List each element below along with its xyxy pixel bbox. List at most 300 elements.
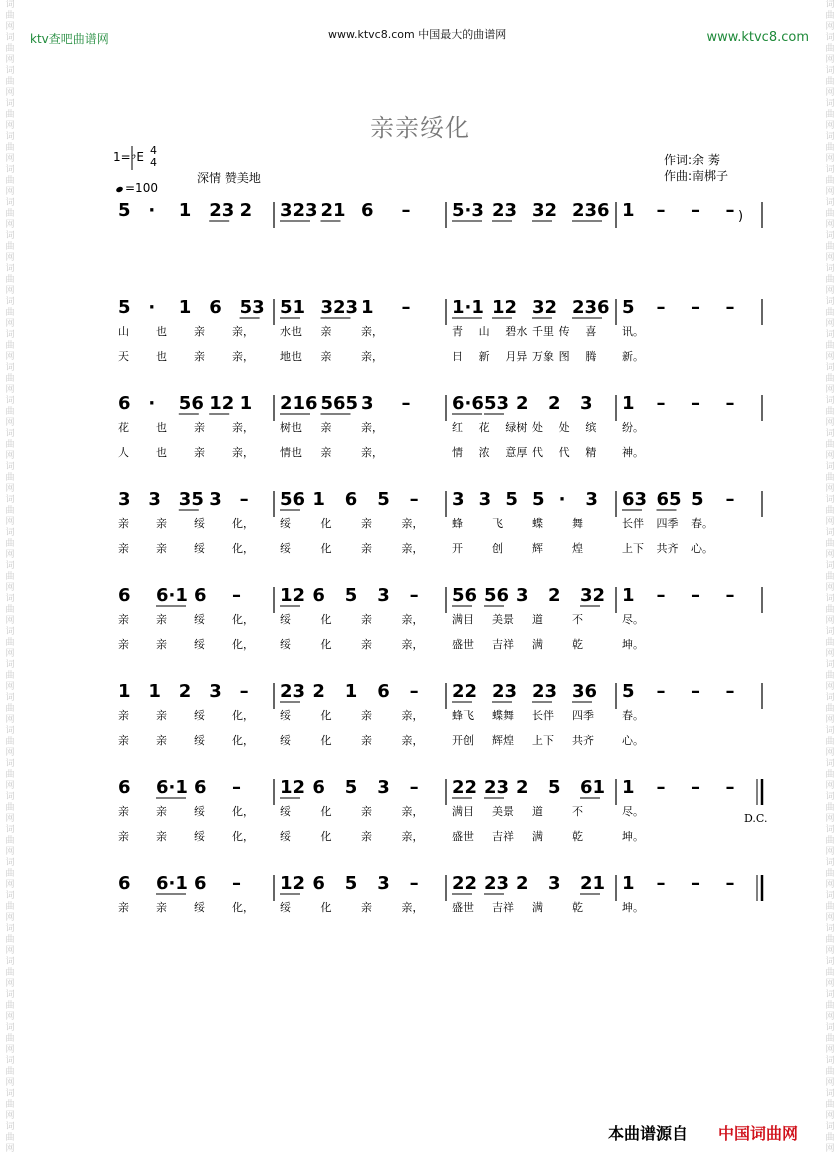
- lyric-syllable: 化: [320, 613, 332, 626]
- time-bottom: 4: [150, 156, 157, 169]
- dash-sustain: –: [691, 393, 700, 414]
- note-group: 6·1: [156, 777, 188, 798]
- lyric-syllable: 化，: [232, 901, 254, 914]
- note-group: 2: [548, 585, 561, 606]
- lyric-syllable: 盛世: [452, 830, 474, 843]
- note-group: 2: [239, 200, 253, 221]
- lyric-syllable: 蝶: [532, 517, 543, 530]
- lyric-syllable: 绥: [194, 638, 205, 651]
- note-group: 3: [209, 489, 222, 510]
- song-title: 亲亲绥化: [370, 114, 470, 142]
- lyric-syllable: 蜂飞: [452, 709, 474, 722]
- lyric-syllable: 绥: [280, 901, 291, 914]
- note-group: 5·3: [452, 200, 484, 221]
- note-group: 5: [118, 200, 131, 221]
- note-group: 53: [484, 393, 510, 414]
- note-group: 6: [344, 489, 358, 510]
- note-group: 6: [209, 297, 222, 318]
- lyric-syllable: 花: [118, 421, 129, 434]
- note-group: 21: [580, 873, 606, 894]
- lyric-syllable: 天: [118, 350, 129, 363]
- lyric-syllable: 长伴: [532, 709, 554, 722]
- note-group: 2: [516, 873, 529, 894]
- lyric-syllable: 传: [558, 325, 570, 338]
- dash-sustain: –: [656, 873, 666, 894]
- lyric-syllable: 满: [532, 830, 543, 843]
- note-group: 5: [548, 777, 561, 798]
- lyric-syllable: 满: [532, 901, 543, 914]
- lyric-syllable: 亲，: [361, 446, 383, 459]
- lyric-syllable: 亲: [361, 734, 372, 747]
- lyric-syllable: 蝶舞: [492, 709, 514, 722]
- note-group: ·: [558, 489, 566, 510]
- lyric-syllable: 共齐: [656, 542, 679, 555]
- lyric-syllable: 日: [452, 350, 463, 363]
- dash-sustain: –: [725, 297, 735, 318]
- lyric-syllable: 浓: [478, 446, 490, 459]
- note-group: 216: [280, 393, 318, 414]
- lyric-syllable: 长伴: [622, 517, 644, 530]
- lyric-syllable: 亲: [361, 830, 372, 843]
- lyric-syllable: 青: [452, 325, 463, 338]
- lyric-syllable: 也: [156, 446, 167, 459]
- lyricist: 作词:余 莠: [664, 153, 720, 167]
- dash-sustain: –: [691, 200, 700, 221]
- dash-sustain: –: [691, 777, 700, 798]
- note-group: 56: [452, 585, 478, 606]
- lyric-syllable: 新。: [622, 350, 644, 363]
- lyric-syllable: 绥: [280, 734, 291, 747]
- lyric-syllable: 代: [558, 446, 570, 459]
- dash-sustain: –: [725, 873, 735, 894]
- note-group: 5: [377, 489, 390, 510]
- lyric-syllable: 亲: [320, 350, 332, 363]
- note-group: 5: [691, 489, 704, 510]
- lyric-syllable: 亲: [118, 805, 129, 818]
- note-group: 236: [572, 200, 610, 221]
- note-group: 6: [312, 873, 325, 894]
- lyric-syllable: 树也: [280, 421, 302, 434]
- note-group: 32: [532, 200, 558, 221]
- dash-sustain: –: [656, 297, 666, 318]
- lyric-syllable: 亲: [320, 421, 332, 434]
- lyric-syllable: 亲，: [401, 517, 424, 530]
- lyric-syllable: 红: [452, 421, 463, 434]
- note-group: 1: [312, 489, 325, 510]
- lyric-syllable: 亲，: [232, 421, 254, 434]
- dash-sustain: –: [409, 681, 419, 702]
- note-group: 6: [118, 873, 131, 894]
- lyric-syllable: 春。: [622, 709, 644, 722]
- lyric-syllable: 道: [532, 805, 543, 818]
- note-group: 3: [377, 585, 390, 606]
- lyric-syllable: 满目: [452, 805, 474, 818]
- lyric-syllable: 亲，: [232, 446, 254, 459]
- note-group: 65: [656, 489, 682, 510]
- lyric-syllable: 亲: [156, 542, 167, 555]
- lyric-syllable: 上下: [622, 542, 644, 555]
- note-group: 23: [492, 200, 518, 221]
- header-center-site[interactable]: www.ktvc8.com 中国最大的曲谱网: [328, 28, 507, 41]
- lyric-syllable: 化，: [232, 709, 254, 722]
- note-group: 12: [280, 777, 306, 798]
- lyric-syllable: 精: [585, 446, 597, 459]
- note-group: 3: [118, 489, 131, 510]
- note-group: 6·1: [156, 873, 188, 894]
- lyric-syllable: 绥: [194, 709, 205, 722]
- dash-sustain: –: [656, 393, 666, 414]
- note-group: 2: [548, 393, 561, 414]
- note-group: 12: [209, 393, 235, 414]
- note-group: 323: [280, 200, 318, 221]
- left-watermark-strip: 词曲网词曲网词曲网词曲网词曲网词曲网词曲网词曲网词曲网词曲网词曲网词曲网词曲网词曲网词曲网词曲网词曲网词曲网词曲网词曲网词曲网词曲网词曲网词曲网词曲网词曲网词曲网词曲网词曲网词曲网词曲网词曲网词曲网词曲网词曲网: [5, 0, 15, 1154]
- composer: 作曲:南梆子: [664, 169, 729, 183]
- note-group: 236: [572, 297, 610, 318]
- dash-sustain: –: [409, 585, 419, 606]
- dash-sustain: –: [691, 681, 700, 702]
- lyric-syllable: 绥: [280, 638, 291, 651]
- header-left-site[interactable]: ktv查吧曲谱网: [30, 32, 109, 46]
- lyric-syllable: 开: [452, 542, 463, 555]
- lyric-syllable: 心。: [691, 542, 713, 555]
- note-group: 565: [320, 393, 359, 414]
- note-group: 2: [516, 777, 529, 798]
- lyric-syllable: 满目: [452, 613, 474, 626]
- note-group: 1: [361, 297, 374, 318]
- note-group: 32: [532, 297, 558, 318]
- dash-sustain: –: [401, 200, 411, 221]
- note-group: 1: [118, 681, 131, 702]
- lyric-syllable: 亲: [118, 709, 129, 722]
- lyric-syllable: 共齐: [572, 734, 594, 747]
- flat-icon: ♭: [130, 148, 137, 162]
- lyric-syllable: 尽。: [622, 805, 644, 818]
- lyric-syllable: 缤: [585, 421, 597, 434]
- lyric-syllable: 纷。: [622, 421, 644, 434]
- lyric-syllable: 不: [572, 805, 583, 818]
- lyric-syllable: 亲: [118, 542, 129, 555]
- lyric-syllable: 讯。: [622, 325, 644, 338]
- lyric-syllable: 亲: [320, 446, 332, 459]
- note-group: 1: [622, 777, 635, 798]
- lyric-syllable: 处: [532, 421, 543, 434]
- lyric-syllable: 亲，: [361, 421, 383, 434]
- note-group: 6: [118, 777, 131, 798]
- note-group: 23: [484, 777, 510, 798]
- lyric-syllable: 亲: [156, 901, 167, 914]
- lyric-syllable: 绥: [280, 830, 291, 843]
- note-group: 56: [280, 489, 306, 510]
- lyric-syllable: 绥: [194, 805, 205, 818]
- lyric-syllable: 吉祥: [492, 830, 514, 843]
- key-letter: E: [136, 150, 144, 164]
- lyric-syllable: 坤。: [622, 901, 644, 914]
- lyric-syllable: 绥: [280, 805, 291, 818]
- lyric-syllable: 四季: [572, 709, 594, 722]
- lyric-syllable: 创: [492, 542, 503, 555]
- lyric-syllable: 亲: [361, 901, 372, 914]
- note-group: 1: [178, 297, 192, 318]
- key-prefix: 1=: [113, 150, 131, 164]
- lyric-syllable: 化: [320, 709, 332, 722]
- lyric-syllable: 尽。: [622, 613, 644, 626]
- note-group: 1: [344, 681, 358, 702]
- lyric-syllable: 亲: [156, 638, 167, 651]
- note-group: 2: [178, 681, 192, 702]
- note-group: 2: [516, 393, 529, 414]
- note-group: 32: [580, 585, 606, 606]
- note-group: 21: [320, 200, 346, 221]
- note-group: 1: [622, 585, 635, 606]
- note-group: 6: [312, 777, 325, 798]
- note-group: 23: [532, 681, 558, 702]
- note-group: 23: [280, 681, 306, 702]
- lyric-syllable: 碧水: [505, 325, 528, 338]
- lyric-syllable: 化: [320, 805, 332, 818]
- note-group: 3: [585, 489, 598, 510]
- lyric-syllable: 亲: [361, 709, 372, 722]
- header-right-site[interactable]: www.ktvc8.com: [706, 30, 809, 45]
- lyric-syllable: 亲: [118, 901, 129, 914]
- note-group: 3: [209, 681, 222, 702]
- dash-sustain: –: [725, 585, 735, 606]
- dash-sustain: –: [725, 777, 735, 798]
- dash-sustain: –: [656, 200, 666, 221]
- note-group: 1: [622, 873, 635, 894]
- note-group: 6·1: [156, 585, 188, 606]
- lyric-syllable: 化: [320, 901, 332, 914]
- lyric-syllable: 亲，: [401, 805, 424, 818]
- lyric-syllable: 亲: [194, 325, 205, 338]
- lyric-syllable: 心。: [622, 734, 644, 747]
- lyric-syllable: 化: [320, 517, 332, 530]
- lyric-syllable: 亲: [156, 517, 167, 530]
- lyric-syllable: 亲，: [232, 325, 254, 338]
- dash-sustain: –: [691, 297, 700, 318]
- note-group: 2: [312, 681, 325, 702]
- lyric-syllable: 美景: [492, 805, 514, 818]
- note-group: 3: [452, 489, 465, 510]
- lyric-syllable: 飞: [492, 517, 503, 530]
- note-group: 1: [622, 200, 635, 221]
- note-group: 3: [516, 585, 529, 606]
- note-group: 6·6: [452, 393, 484, 414]
- lyric-syllable: 人: [118, 446, 129, 459]
- expression-marking: 深情 赞美地: [197, 171, 261, 185]
- lyric-syllable: 化: [320, 638, 332, 651]
- lyric-syllable: 绥: [194, 734, 205, 747]
- note-group: 5: [118, 297, 131, 318]
- lyric-syllable: 辉煌: [492, 734, 514, 747]
- lyric-syllable: 亲，: [401, 709, 424, 722]
- lyric-syllable: 意厚: [505, 446, 528, 459]
- lyric-syllable: 道: [532, 613, 543, 626]
- lyric-syllable: 化，: [232, 517, 254, 530]
- lyric-syllable: 化: [320, 830, 332, 843]
- lyric-syllable: 四季: [656, 517, 679, 530]
- note-group: 6: [377, 681, 390, 702]
- lyric-syllable: 美景: [492, 613, 514, 626]
- lyric-syllable: 亲: [118, 734, 129, 747]
- note-group: 6: [194, 777, 207, 798]
- note-group: 5: [344, 873, 358, 894]
- lyric-syllable: 绥: [194, 830, 205, 843]
- lyric-syllable: 亲: [118, 638, 129, 651]
- lyric-syllable: 亲，: [401, 542, 424, 555]
- time-top: 4: [150, 144, 157, 157]
- lyric-syllable: 亲，: [232, 350, 254, 363]
- lyric-syllable: 盛世: [452, 638, 474, 651]
- note-group: 6: [118, 393, 131, 414]
- note-group: 3: [377, 873, 390, 894]
- lyric-syllable: 舞: [572, 517, 583, 530]
- lyric-syllable: 辉: [532, 542, 543, 555]
- lyric-syllable: 情也: [280, 446, 302, 459]
- lyric-syllable: 坤。: [622, 638, 644, 651]
- lyric-syllable: 亲，: [401, 638, 424, 651]
- note-group: ·: [148, 200, 156, 221]
- lyric-syllable: 春。: [691, 517, 713, 530]
- lyric-syllable: 处: [558, 421, 570, 434]
- lyric-syllable: 乾: [572, 830, 583, 843]
- note-group: 63: [622, 489, 648, 510]
- lyric-syllable: 图: [558, 350, 570, 363]
- lyric-syllable: 也: [156, 325, 167, 338]
- lyric-syllable: 蜂: [452, 517, 463, 530]
- note-group: 36: [572, 681, 598, 702]
- note-group: 5: [344, 777, 358, 798]
- dash-sustain: –: [725, 200, 735, 221]
- dash-sustain: –: [725, 393, 735, 414]
- note-group: 12: [280, 585, 306, 606]
- lyric-syllable: 亲，: [401, 734, 424, 747]
- lyric-syllable: 山: [118, 325, 129, 338]
- lyric-syllable: 亲: [156, 805, 167, 818]
- lyric-syllable: 化，: [232, 830, 254, 843]
- note-group: 6: [312, 585, 325, 606]
- lyric-syllable: 乾: [572, 901, 583, 914]
- lyric-syllable: 千里: [532, 325, 554, 338]
- note-group: 6: [194, 873, 207, 894]
- lyric-syllable: 化，: [232, 613, 254, 626]
- note-group: 5: [622, 681, 635, 702]
- lyric-syllable: 亲，: [401, 613, 424, 626]
- lyric-syllable: 坤。: [622, 830, 644, 843]
- lyric-syllable: 新: [478, 350, 490, 363]
- lyric-syllable: 吉祥: [492, 901, 514, 914]
- lyric-syllable: 亲: [194, 421, 205, 434]
- lyric-syllable: 绿树: [505, 421, 528, 434]
- dash-sustain: –: [656, 777, 666, 798]
- note-group: 6: [118, 585, 131, 606]
- note-group: 3: [361, 393, 374, 414]
- footer-source-label: 本曲谱源自: [608, 1124, 689, 1143]
- note-group: 3: [377, 777, 390, 798]
- note-group: 22: [452, 777, 478, 798]
- dash-sustain: –: [239, 489, 249, 510]
- dash-sustain: –: [656, 585, 666, 606]
- lyric-syllable: 绥: [194, 901, 205, 914]
- lyric-syllable: 腾: [585, 350, 597, 363]
- dash-sustain: –: [691, 585, 700, 606]
- note-group: 22: [452, 681, 478, 702]
- lyric-syllable: 亲: [156, 613, 167, 626]
- note-group: 5: [505, 489, 518, 510]
- lyric-syllable: 满: [532, 638, 543, 651]
- note-group: 6: [361, 200, 374, 221]
- note-group: 23: [209, 200, 235, 221]
- lyric-syllable: 山: [478, 325, 490, 338]
- lyric-syllable: 吉祥: [492, 638, 514, 651]
- lyric-syllable: 绥: [280, 517, 291, 530]
- note-group: 6: [194, 585, 207, 606]
- lyric-syllable: 亲: [320, 325, 332, 338]
- note-group: 51: [280, 297, 306, 318]
- lyric-syllable: 神。: [622, 446, 644, 459]
- dc-marking: D.C.: [744, 812, 768, 825]
- note-group: 5: [622, 297, 635, 318]
- lyric-syllable: 绥: [280, 542, 291, 555]
- note-group: ·: [148, 393, 156, 414]
- lyric-syllable: 绥: [194, 517, 205, 530]
- lyric-syllable: 亲: [156, 709, 167, 722]
- note-group: 3: [478, 489, 492, 510]
- right-watermark-strip: 词曲网词曲网词曲网词曲网词曲网词曲网词曲网词曲网词曲网词曲网词曲网词曲网词曲网词曲网词曲网词曲网词曲网词曲网词曲网词曲网词曲网词曲网词曲网词曲网词曲网词曲网词曲网词曲网词曲网词曲网词曲网词曲网词曲网词曲网词曲网: [825, 0, 835, 1154]
- lyric-syllable: 亲: [194, 446, 205, 459]
- note-group: 56: [178, 393, 204, 414]
- note-group: 5: [344, 585, 358, 606]
- dash-sustain: –: [232, 873, 241, 894]
- lyric-syllable: 喜: [585, 325, 597, 338]
- lyric-syllable: 情: [452, 446, 463, 459]
- dash-sustain: –: [409, 873, 419, 894]
- lyric-syllable: 乾: [572, 638, 583, 651]
- note-group: 22: [452, 873, 478, 894]
- note-group: ·: [148, 297, 156, 318]
- lyric-syllable: 亲，: [361, 325, 383, 338]
- lyric-syllable: 花: [478, 421, 490, 434]
- lyric-syllable: 代: [532, 446, 543, 459]
- note-group: 1·1: [452, 297, 484, 318]
- lyric-syllable: 亲: [118, 830, 129, 843]
- lyric-syllable: 亲: [361, 542, 372, 555]
- lyric-syllable: 绥: [280, 613, 291, 626]
- note-group: 53: [239, 297, 265, 318]
- dash-sustain: –: [401, 297, 411, 318]
- lyric-syllable: 化，: [232, 542, 254, 555]
- note-group: 23: [484, 873, 510, 894]
- dash-sustain: –: [409, 777, 419, 798]
- lyric-syllable: 开创: [452, 734, 474, 747]
- footer-site-link[interactable]: 中国词曲网: [718, 1124, 799, 1143]
- note-group: 3: [580, 393, 593, 414]
- note-group: 12: [492, 297, 518, 318]
- lyric-syllable: 亲: [156, 830, 167, 843]
- lyric-syllable: 也: [156, 350, 167, 363]
- lyric-syllable: 亲: [118, 517, 129, 530]
- lyric-syllable: 亲: [361, 517, 372, 530]
- note-group: 323: [320, 297, 359, 318]
- dash-sustain: –: [691, 873, 700, 894]
- lyric-syllable: 绥: [194, 613, 205, 626]
- note-group: 12: [280, 873, 306, 894]
- note-group: 56: [484, 585, 510, 606]
- dash-sustain: –: [232, 777, 241, 798]
- lyric-syllable: 化，: [232, 638, 254, 651]
- lyric-syllable: 水也: [280, 325, 302, 338]
- dash-sustain: –: [656, 681, 666, 702]
- dash-sustain: –: [232, 585, 241, 606]
